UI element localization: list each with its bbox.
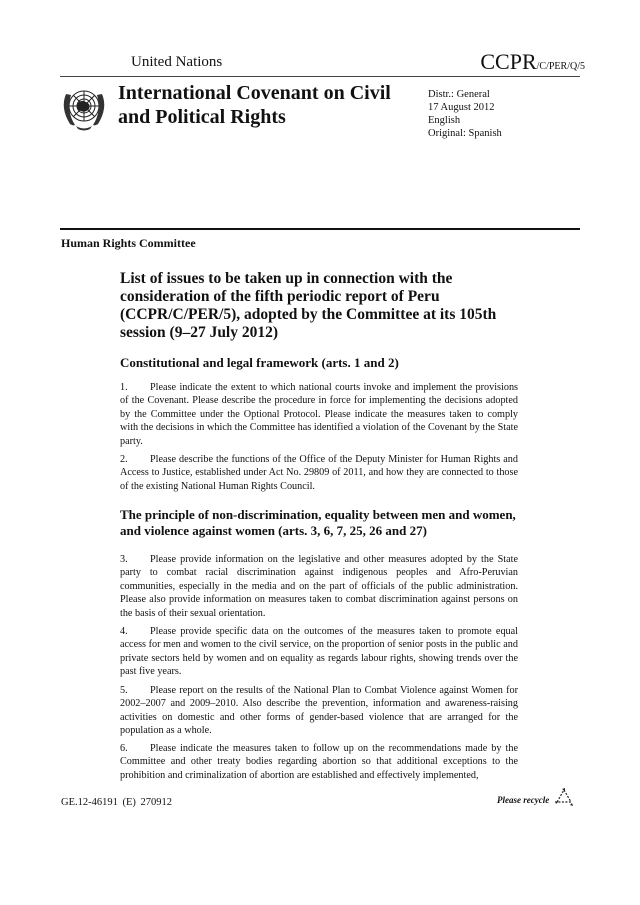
- title-divider: [60, 228, 580, 230]
- section-heading-2: The principle of non-discrimination, equality between men and women, and violence against women (arts. 3, 6, 7, 25, 26 and 27): [120, 507, 516, 538]
- distribution-line: Distr.: General: [428, 89, 490, 100]
- distribution-block: [428, 88, 502, 140]
- symbol-suffix: /C/PER/Q/5: [536, 61, 585, 72]
- document-symbol: [480, 49, 585, 75]
- paragraph-number: 6.: [120, 743, 128, 754]
- paragraph-text: Please indicate the extent to which national courts invoke and implement the provisions of the Covenant. Please describe the procedure in force for implementing the decisions adopted by the Committee under the Optional Protocol. Please indicate the measures taken to comply with the decisions in which the Committee has identified a violation of the Covenant by the State party.: [120, 382, 518, 447]
- paragraph-text: Please report on the results of the National Plan to Combat Violence against Women for 2002–2007 and 2009–2010. Also describe the prevention, information and awareness-raising activities on domestic and other forms of gender-based violence that are arranged for the population as a whole.: [120, 685, 518, 737]
- original-language-line: Original: Spanish: [428, 128, 502, 139]
- paragraph-number: 1.: [120, 382, 128, 393]
- committee-name: Human Rights Committee: [61, 236, 196, 250]
- language-line: English: [428, 115, 461, 126]
- section-heading-1: Constitutional and legal framework (arts. 1 and 2): [120, 355, 399, 370]
- paragraph-4: [120, 625, 518, 679]
- date-line: 17 August 2012: [428, 102, 495, 113]
- document-code: GE.12-46191 (E) 270912: [61, 797, 173, 808]
- paragraph-2: [120, 453, 518, 493]
- paragraph-text: Please provide information on the legislative and other measures adopted by the State party to combat racial discrimination against indigenous peoples and Afro-Peruvian communities, especially in the media and on the part of officials of the public administration. Please also provide information on measures taken to combat discrimination against persons on the basis of their sexual orientation.: [120, 554, 518, 619]
- paragraph-text: Please provide specific data on the outcomes of the measures taken to promote equal access for men and women to the civil service, on the proportion of senior posts in the public and private sectors held by women and on equality as regards labour rights, showing trends over the past five years.: [120, 626, 518, 678]
- paragraph-text: Please indicate the measures taken to follow up on the recommendations made by the Committee and other treaty bodies regarding abortion so that additional exceptions to the prohibition and criminalization of abortion are established and effectively implemented,: [120, 743, 518, 781]
- paragraph-3: [120, 553, 518, 620]
- un-emblem-icon: [58, 82, 110, 134]
- paragraph-number: 3.: [120, 554, 128, 565]
- paragraph-1: [120, 381, 518, 448]
- symbol-main: CCPR: [480, 49, 537, 74]
- recycle-label: Please recycle: [497, 795, 550, 805]
- paragraph-number: 5.: [120, 685, 128, 696]
- paragraph-number: 2.: [120, 454, 128, 465]
- recycle-icon: [553, 787, 575, 809]
- paragraph-5: [120, 684, 518, 738]
- paragraph-number: 4.: [120, 626, 128, 637]
- document-title: List of issues to be taken up in connection with the consideration of the fifth periodic report of Peru (CCPR/C/PER/5), adopted by the Committee at its 105th session (9–27 July 2012): [120, 270, 497, 341]
- organization-name: United Nations: [131, 54, 223, 70]
- header-divider: [60, 76, 580, 77]
- paragraph-text: Please describe the functions of the Office of the Deputy Minister for Human Rights and Access to Justice, established under Act No. 29809 of 2011, and how they are connected to those of the existing National Human Rights Council.: [120, 454, 518, 492]
- paragraph-6: [120, 742, 518, 782]
- covenant-title: International Covenant on Civil and Political Rights: [118, 82, 391, 128]
